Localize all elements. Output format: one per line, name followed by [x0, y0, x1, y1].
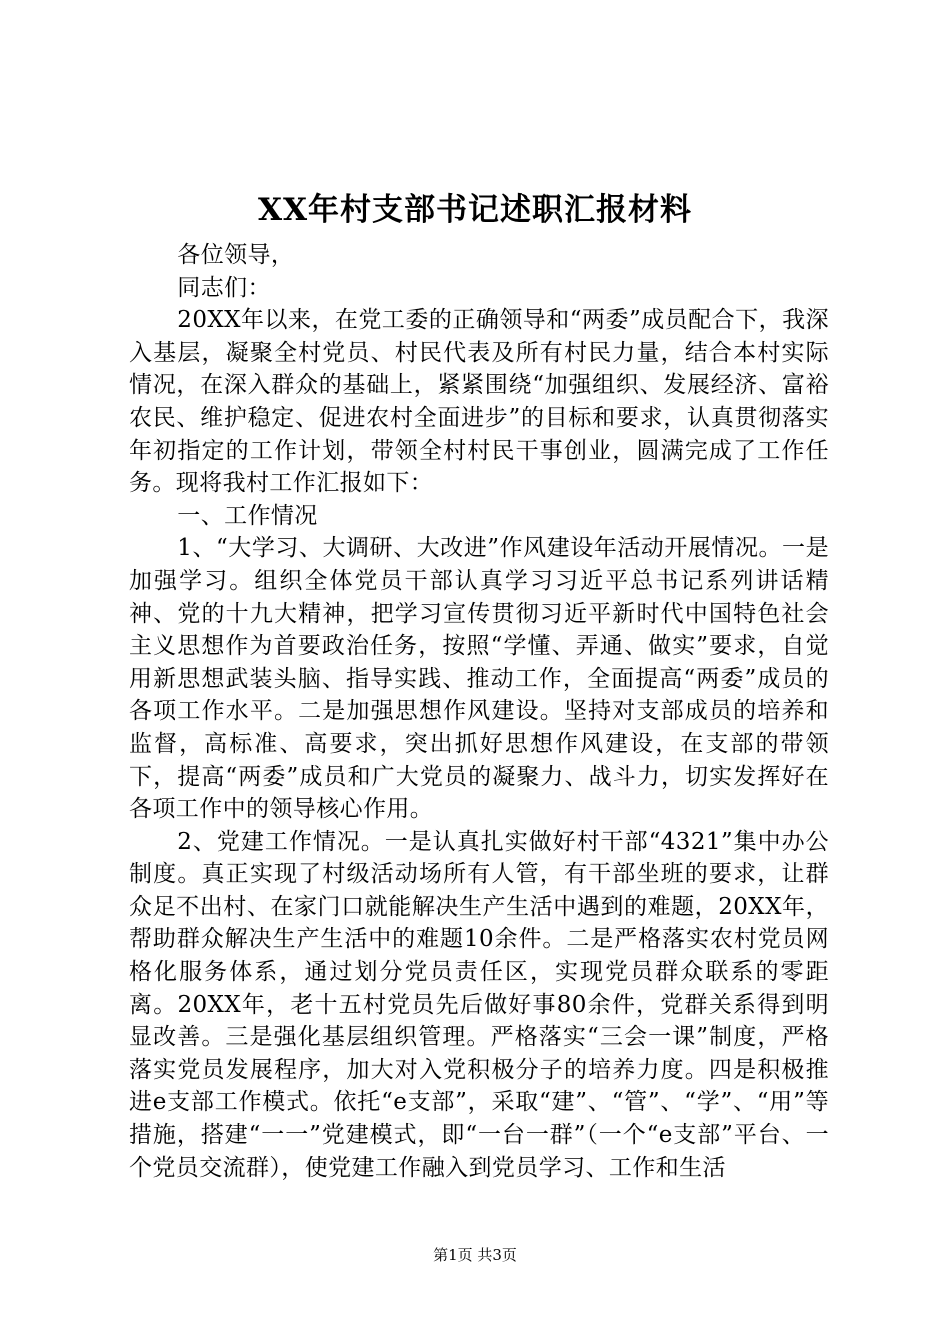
intro-paragraph: 20XX年以来，在党工委的正确领导和“两委”成员配合下，我深入基层，凝聚全村党员、村民代表及所有村民力量，结合本村实际情况，在深入群众的基础上，紧紧围绕“加强组织、发展经济、富裕农民、维护稳定、促进农村全面进步”的目标和要求，认真贯彻落实年初指定的工作计划，带领全村村民干事创业，圆满完成了工作任务。现将我村工作汇报如下： [129, 307, 829, 497]
work-paragraph-1: 1、“大学习、大调研、大改进”作风建设年活动开展情况。一是加强学习。组织全体党员干部认真学习习近平总书记系列讲话精神、党的十九大精神，把学习宣传贯彻习近平新时代中国特色社会主义思想作为首要政治任务，按照“学懂、弄通、做实”要求，自觉用新思想武装头脑、指导实践、推动工作，全面提高“两委”成员的各项工作水平。二是加强思想作风建设。坚持对支部成员的培养和监督，高标准、高要求，突出抓好思想作风建设，在支部的带领下，提高“两委”成员和广大党员的凝聚力、战斗力，切实发挥好在各项工作中的领导核心作用。 [129, 535, 829, 823]
page-footer: 第1页 共3页 [433, 1246, 517, 1264]
document-body [129, 239, 829, 1184]
salutation-comrades: 同志们： [177, 274, 271, 301]
document-title: XX年村支部书记述职汇报材料 [257, 192, 693, 228]
work-paragraph-2: 2、党建工作情况。一是认真扎实做好村干部“4321”集中办公制度。真正实现了村级活动场所有人管，有干部坐班的要求，让群众足不出村、在家门口就能解决生产生活中遇到的难题，20XX年，帮助群众解决生产生活中的难题10余件。二是严格落实农村党员网格化服务体系，通过划分党员责任区，实现党员群众联系的零距离。20XX年，老十五村党员先后做好事80余件，党群关系得到明显改善。三是强化基层组织管理。严格落实“三会一课”制度，严格落实党员发展程序，加大对入党积极分子的培养力度。四是积极推进e支部工作模式。依托“e支部”，采取“建”、“管”、“学”、“用”等措施，搭建“一一”党建模式，即“一台一群”（一个“e支部”平台、一个党员交流群），使党建工作融入到党员学习、工作和生活 [129, 828, 829, 1181]
salutation-leaders: 各位领导， [177, 242, 295, 268]
section-heading: 一、工作情况 [177, 502, 318, 529]
